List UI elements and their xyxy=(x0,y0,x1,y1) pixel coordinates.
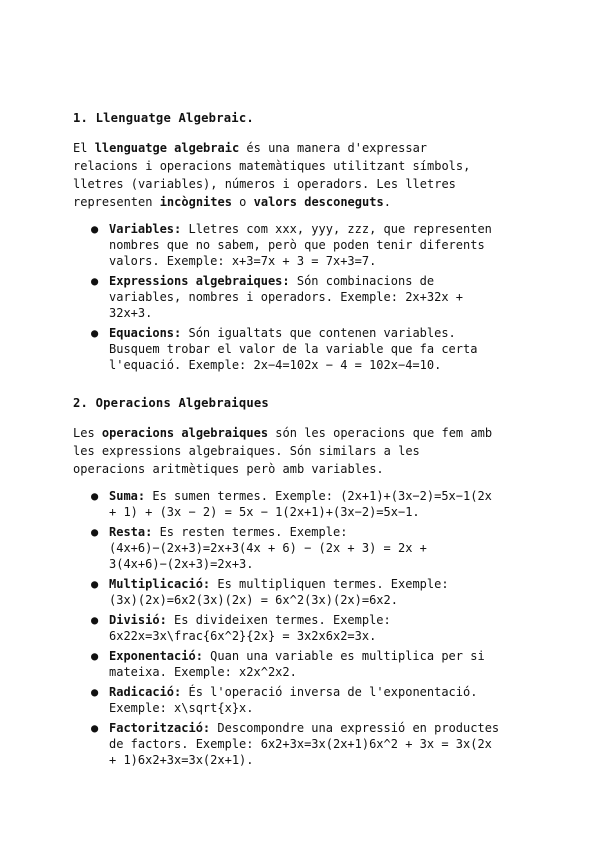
text-run: són les operacions que fem amb xyxy=(268,426,493,440)
list-item xyxy=(73,273,543,321)
text-run: les expressions algebraiques. Són similars a les xyxy=(73,444,420,458)
item-term: Resta: xyxy=(109,525,153,539)
bullet-icon: ● xyxy=(91,721,99,735)
item-text: Es multipliquen termes. Exemple: xyxy=(210,577,449,591)
section1-intro xyxy=(73,139,541,211)
item-text: Són combinacions de xyxy=(289,274,435,288)
item-text: (3x)(2x)=6x2(3x)(2x) = 6x^2(3x)(2x)=6x2. xyxy=(109,593,398,607)
bullet-icon: ● xyxy=(91,613,99,627)
item-text: nombres que no sabem, però que poden tenir diferents xyxy=(109,238,485,252)
text-run: lletres (variables), números i operadors. Les lletres xyxy=(73,177,456,191)
item-term: Expressions algebraiques: xyxy=(109,274,290,288)
item-text: Són igualtats que contenen variables. xyxy=(181,326,456,340)
intro-line xyxy=(73,139,541,157)
section1-heading: 1. Llenguatge Algebraic. xyxy=(73,111,254,125)
item-term: Multiplicació: xyxy=(109,577,211,591)
bold-term: incògnites xyxy=(159,195,232,209)
section1-list xyxy=(73,221,543,377)
bullet-icon: ● xyxy=(91,326,99,340)
item-term: Suma: xyxy=(109,489,146,503)
bold-term: valors desconeguts xyxy=(253,195,384,209)
item-text: + 1)6x2+3x=3x(2x+1). xyxy=(109,753,254,767)
intro-line xyxy=(73,442,541,460)
item-text: de factors. Exemple: 6x2+3x=3x(2x+1)6x^2 + 3x = 3x(2x xyxy=(109,737,492,751)
list-item xyxy=(73,684,543,716)
item-text: Lletres com xxx, yyy, zzz, que representen xyxy=(181,222,492,236)
text-run: El xyxy=(73,141,95,155)
item-text: Busquem trobar el valor de la variable que fa certa xyxy=(109,342,478,356)
item-text: 32x+3. xyxy=(109,306,153,320)
text-run: o xyxy=(231,195,254,209)
section2-heading: 2. Operacions Algebraiques xyxy=(73,396,269,410)
item-text: + 1) + (3x − 2) = 5x − 1(2x+1)+(3x−2)=5x−1. xyxy=(109,505,420,519)
item-term: Divisió: xyxy=(109,613,167,627)
item-text: (4x+6)−(2x+3)=2x+3(4x + 6) − (2x + 3) = 2x + xyxy=(109,541,427,555)
intro-line xyxy=(73,175,541,193)
bullet-icon: ● xyxy=(91,649,99,663)
section2-intro xyxy=(73,424,541,478)
item-text: l'equació. Exemple: 2x−4=102x − 4 = 102x−4=10. xyxy=(109,358,442,372)
item-text: Es resten termes. Exemple: xyxy=(152,525,348,539)
item-text: valors. Exemple: x+3=7x + 3 = 7x+3=7. xyxy=(109,254,377,268)
bold-term: operacions algebraiques xyxy=(101,426,269,440)
list-item xyxy=(73,325,543,373)
list-item xyxy=(73,720,543,768)
item-term: Radicació: xyxy=(109,685,182,699)
text-run: representen xyxy=(73,195,160,209)
item-term: Factorització: xyxy=(109,721,211,735)
item-text: Quan una variable es multiplica per si xyxy=(202,649,485,663)
item-text: És l'operació inversa de l'exponentació. xyxy=(181,685,478,699)
text-run: operacions aritmètiques però amb variables. xyxy=(73,462,384,476)
item-text: Descompondre una expressió en productes xyxy=(210,721,500,735)
item-text: mateixa. Exemple: x2x^2x2. xyxy=(109,665,297,679)
intro-line xyxy=(73,424,541,442)
intro-line xyxy=(73,460,541,478)
item-text: Es divideixen termes. Exemple: xyxy=(166,613,391,627)
list-item xyxy=(73,648,543,680)
text-run: relacions i operacions matemàtiques utilitzant símbols, xyxy=(73,159,471,173)
item-text: 6x22x=3x\frac{6x^2}{2x} = 3x2x6x2=3x. xyxy=(109,629,377,643)
list-item xyxy=(73,612,543,644)
bullet-icon: ● xyxy=(91,274,99,288)
item-text: Exemple: x\sqrt{x}x. xyxy=(109,701,254,715)
section2-list xyxy=(73,488,543,772)
text-run: és una manera d'expressar xyxy=(239,141,428,155)
bullet-icon: ● xyxy=(91,685,99,699)
bold-term: llenguatge algebraic xyxy=(94,141,240,155)
text-run: . xyxy=(383,195,391,209)
text-run: Les xyxy=(73,426,102,440)
bullet-icon: ● xyxy=(91,489,99,503)
list-item xyxy=(73,576,543,608)
list-item xyxy=(73,488,543,520)
bullet-icon: ● xyxy=(91,525,99,539)
bullet-icon: ● xyxy=(91,577,99,591)
item-text: 3(4x+6)−(2x+3)=2x+3. xyxy=(109,557,254,571)
list-item xyxy=(73,221,543,269)
item-text: Es sumen termes. Exemple: (2x+1)+(3x−2)=5x−1(2x xyxy=(145,489,492,503)
item-term: Equacions: xyxy=(109,326,182,340)
list-item xyxy=(73,524,543,572)
intro-line xyxy=(73,157,541,175)
item-term: Variables: xyxy=(109,222,182,236)
item-text: variables, nombres i operadors. Exemple: 2x+32x + xyxy=(109,290,464,304)
item-term: Exponentació: xyxy=(109,649,203,663)
bullet-icon: ● xyxy=(91,222,99,236)
intro-line xyxy=(73,193,541,211)
